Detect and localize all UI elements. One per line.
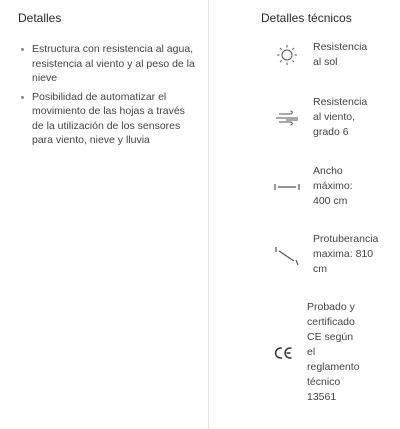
details-list-item: Estructura con resistencia al agua, resistencia al viento y al peso de la nieve: [18, 42, 198, 86]
sun-icon: [261, 44, 313, 66]
wind-icon: [261, 110, 313, 126]
details-column: [18, 10, 198, 152]
column-divider: [208, 0, 209, 429]
spec-label: Ancho máximo: 400 cm: [313, 165, 353, 207]
spec-label: Resistencia al sol: [313, 41, 368, 68]
spec-label: Resistencia al viento, grado 6: [313, 96, 368, 138]
ce-mark-icon: [261, 346, 307, 360]
spec-max-overhang: [261, 232, 378, 277]
overhang-icon: [261, 244, 313, 266]
width-icon: [261, 182, 313, 192]
spec-sun-resistance: [261, 40, 367, 70]
spec-label: Probado y certificado CE según el reglamento técnico 13561: [307, 301, 360, 403]
technical-details-column: [261, 10, 396, 403]
technical-details-heading: Detalles técnicos: [261, 11, 352, 25]
details-heading: Detalles: [18, 11, 62, 25]
details-list-item: Posibilidad de automatizar el movimiento de las hojas a través de la utilización de los sensores para viento, nieve y lluvia: [18, 90, 198, 148]
spec-label: Protuberancia maxima: 810 cm: [313, 233, 379, 275]
spec-ce-certified: [261, 300, 360, 405]
spec-wind-resistance: [261, 95, 367, 140]
spec-max-width: [261, 164, 353, 209]
details-list: [18, 42, 198, 148]
